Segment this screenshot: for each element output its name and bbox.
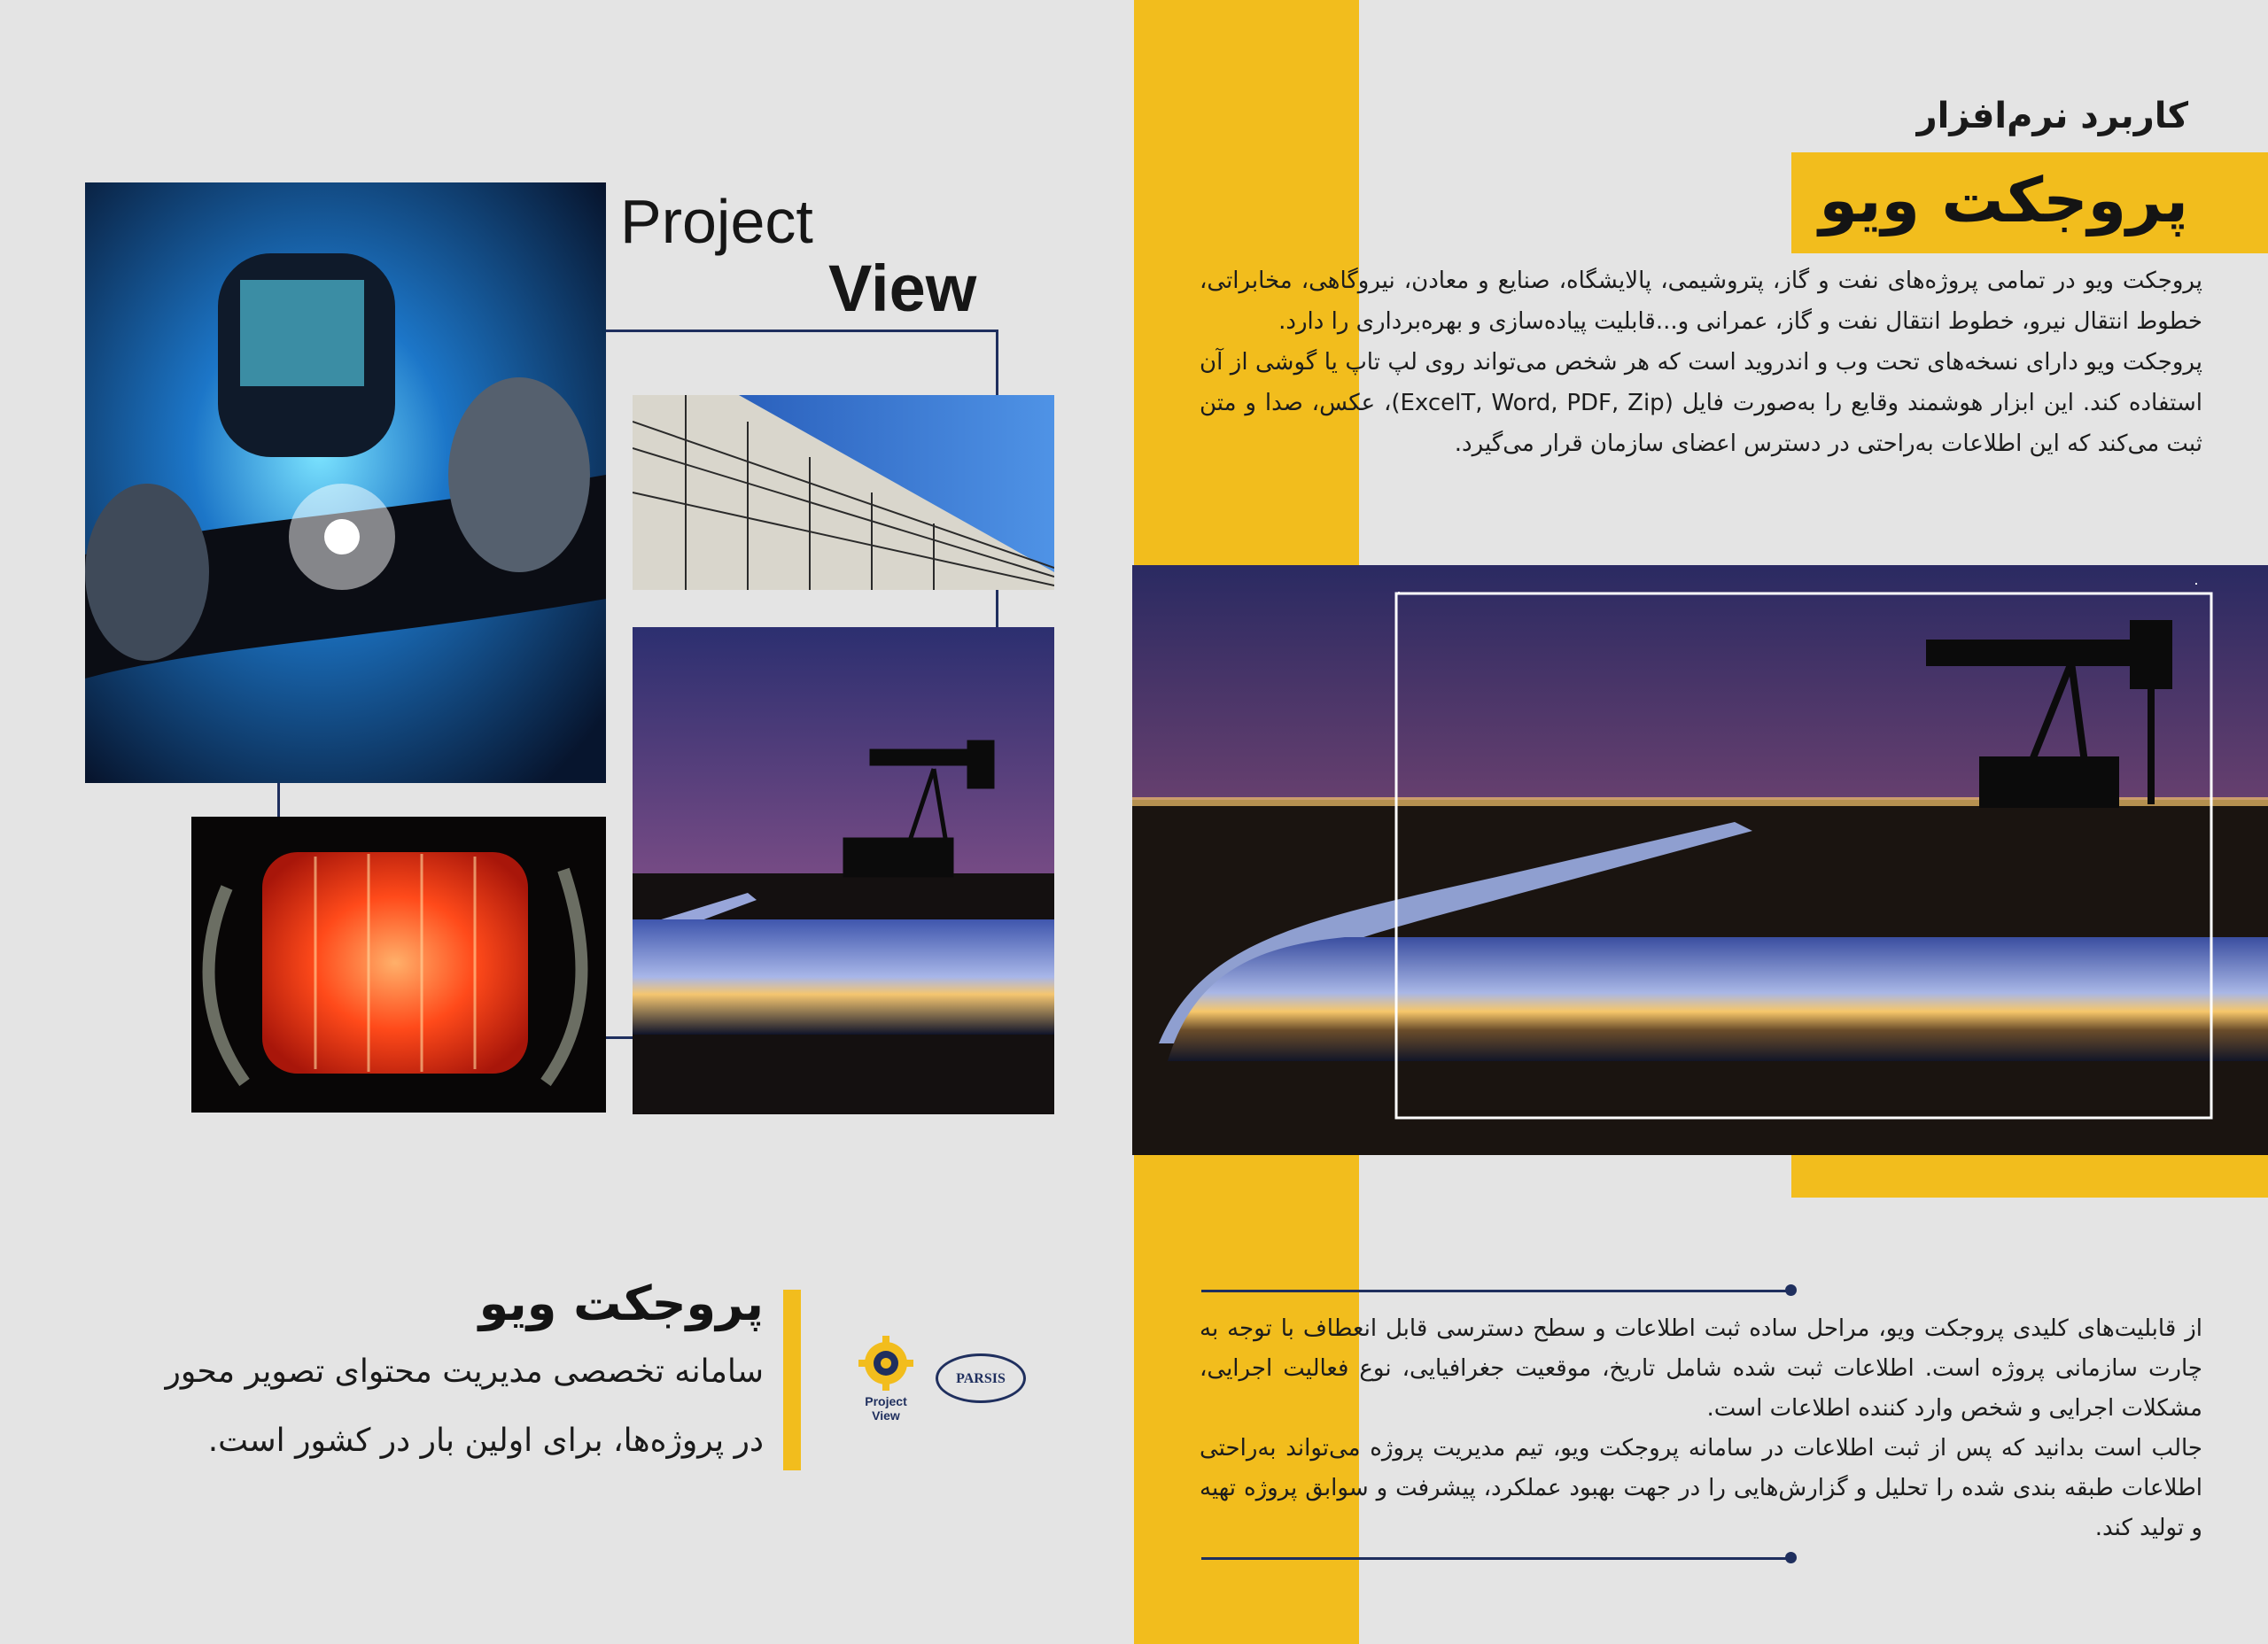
project-view-logo-label: Project View [865,1394,907,1423]
connector-line-bottom [604,1036,634,1039]
connector-line-top [606,330,998,332]
text-block-top [1200,260,2202,464]
gear-icon [858,1336,913,1391]
divider-dot-upper [1785,1284,1797,1296]
divider-dot-lower [1785,1552,1797,1563]
paragraph-features: از قابلیت‌های کلیدی پروجکت ویو، مراحل ساده ثبت اطلاعات و سطح دسترسی قابل انعطاف با توجه به چارت سازمانی پروژه است. اطلاعات ثبت شده شامل تاریخ، موقعیت جغرافیایی، نوع فعالیت اجرایی، مشکلات اجرایی و شخص وارد کننده اطلاعات است. [1200,1315,2202,1422]
parsis-logo-label: PARSIS [956,1371,1006,1386]
footer-line-2: در پروژه‌ها، برای اولین بار در کشور است. [207,1423,764,1459]
welding-photo [85,182,606,783]
brand-project-text: Project [620,187,813,256]
scaffold-photo [633,395,1054,590]
connector-line-between-photos [996,586,998,629]
connector-line-left-vertical [277,781,280,817]
divider-line-upper [1201,1290,1791,1292]
parsis-logo [936,1353,1026,1403]
paragraph-analysis: جالب است بدانید که پس از ثبت اطلاعات در سامانه پروجکت ویو، تیم مدیریت پروژه می‌تواند به‌راحتی اطلاعات طبقه بندی شده را تحلیل و گزارش‌هایی را در جهت بهبود عملکرد، پیشرفت و سوابق پروژه تهیه و تولید کند. [1200,1435,2202,1541]
connector-line-right-vertical [996,330,998,395]
heated-coil-photo [191,817,606,1113]
pipeline-pumpjack-photo-large [1132,565,2268,1155]
text-block-bottom [1200,1309,2202,1548]
kicker-heading: کاربرد نرم‌افزار [1916,96,2188,136]
project-view-logo [850,1336,921,1421]
divider-line-lower [1201,1557,1791,1560]
paragraph-versions: پروجکت ویو دارای نسخه‌های تحت وب و اندروید است که هر شخص می‌تواند روی لپ تاپ یا گوشی از آن استفاده کند. این ابزار هوشمند وقایع را به‌صورت فایل (ExcelT, Word, PDF, Zip)، عکس، صدا و متن ثبت می‌کند که این اطلاعات به‌راحتی در دسترس اعضای سازمان قرار می‌گیرد. [1200,349,2202,457]
footer-line-1: سامانه تخصصی مدیریت محتوای تصویر محور [165,1353,764,1390]
main-title: پروجکت ویو [1819,164,2188,237]
footer-title: پروجکت ویو [478,1276,764,1331]
paragraph-usage: پروجکت ویو در تمامی پروژه‌های نفت و گاز، پتروشیمی، پالایشگاه، صنایع و معادن، نیروگاهی، مخابراتی، خطوط انتقال نیرو، خطوط انتقال نفت و گاز، عمرانی و...قابلیت پیاده‌سازی و بهره‌برداری را دارد. [1200,268,2202,335]
yellow-accent-bottom-right [1791,1152,2268,1198]
pumpjack-photo-small [633,627,1054,1114]
footer-yellow-accent [783,1290,801,1470]
brand-view-text: View [828,252,977,325]
